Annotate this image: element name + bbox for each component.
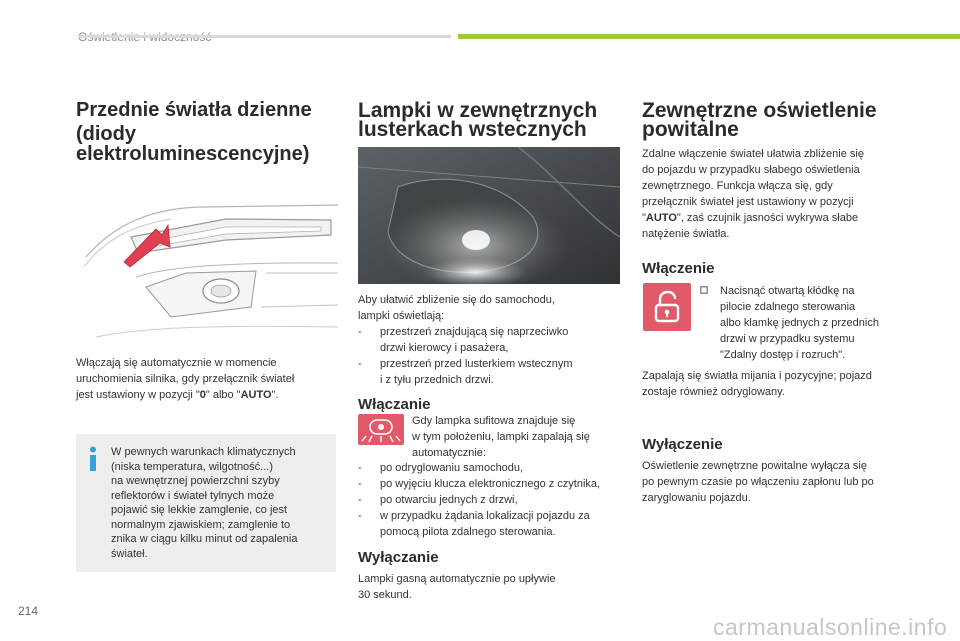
info-note-box	[76, 434, 336, 572]
watermark: carmanualsonline.info	[713, 614, 948, 640]
mirror-lamps-intro: Aby ułatwić zbliżenie się do samochodu, lampki oświetlają: - przestrzeń znajdującą się naprzeciwko drzwi kierowcy i pasażera, - przestrzeń przed lusterkiem wstecznym i z tyłu przednich drzwi.	[358, 292, 620, 388]
list-item: - przestrzeń przed lusterkiem wstecznym i z tyłu przednich drzwi.	[358, 356, 620, 388]
switching-on-conditions	[358, 460, 620, 540]
bullet-marker-icon	[700, 286, 708, 294]
heading-switching-off: Wyłączanie	[358, 549, 439, 566]
courtesy-lamp-icon	[358, 414, 404, 445]
heading-welcome-lighting-line1: Zewnętrzne oświetlenie	[642, 99, 877, 122]
list-item: - przestrzeń znajdującą się naprzeciwko drzwi kierowcy i pasażera,	[358, 324, 620, 356]
front-headlight-illustration	[76, 167, 338, 347]
heading-mirror-lamps-line2: lusterkach wstecznych	[358, 118, 587, 141]
heading-switching-on: Włączanie	[358, 396, 431, 413]
switching-off-text: Lampki gasną automatycznie po upływie 30 sekund.	[358, 573, 556, 601]
heading-welcome-off: Wyłączenie	[642, 436, 723, 453]
list-item: - po wyjęciu klucza elektronicznego z czytnika,	[358, 476, 620, 492]
heading-welcome-on: Włączenie	[642, 260, 715, 277]
header-divider	[78, 35, 451, 38]
list-item: - w przypadku żądania lokalizacji pojazdu za pomocą pilota zdalnego sterowania.	[358, 508, 620, 540]
heading-led-line1: (diody	[76, 123, 136, 145]
mirror-lamps-areas-list	[358, 324, 620, 388]
unlock-padlock-icon	[643, 283, 691, 331]
page-number: 214	[18, 604, 39, 618]
list-item: - po odryglowaniu samochodu,	[358, 460, 620, 476]
welcome-on-instructions: Nacisnąć otwartą kłódkę na pilocie zdalnego sterowania albo klamkę jednych z przednich drzwi w przypadku systemu "Zdalny dostęp i rozruch".	[720, 285, 879, 361]
heading-daytime-lights: Przednie światła dzienne	[76, 99, 312, 121]
heading-led-line2: elektroluminescencyjne)	[76, 143, 310, 165]
welcome-lighting-intro: Zdalne włączenie świateł ułatwia zbliżenie się do pojazdu w przypadku słabego oświetlenia zewnętrznego. Funkcja włącza się, gdy przełącznik świateł jest ustawiony w pozycji "AUTO", zaś czujnik jasności wykrywa słabe natężenie światła.	[642, 148, 864, 240]
mirror-lamp-photo	[358, 147, 620, 284]
daytime-lights-description: Włączają się automatycznie w momencie uruchomienia silnika, gdy przełącznik świateł jest ustawiony w pozycji "0" albo "AUTO".	[76, 357, 295, 401]
heading-mirror-lamps-line1: Lampki w zewnętrznych	[358, 99, 598, 122]
list-item: - po otwarciu jednych z drzwi,	[358, 492, 620, 508]
welcome-on-result: Zapalają się światła mijania i pozycyjne; pojazd zostaje również odryglowany.	[642, 370, 872, 398]
header-accent-bar	[458, 34, 960, 39]
welcome-off-text: Oświetlenie zewnętrzne powitalne wyłącza się po pewnym czasie po włączeniu zapłonu lub po zaryglowaniu pojazdu.	[642, 460, 874, 504]
info-note-text: W pewnych warunkach klimatycznych (niska temperatura, wilgotność...) na wewnętrznej powierzchni szyby reflektorów i świateł tylnych może pojawić się lekkie zamglenie, co jest normalnym zjawiskiem; zamglenie to znika w ciągu kilku minut od zapalenia świateł.	[111, 446, 298, 560]
heading-welcome-lighting-line2: powitalne	[642, 118, 739, 141]
switching-on-text: Gdy lampka sufitowa znajduje się w tym położeniu, lampki zapalają się automatycznie:	[412, 415, 590, 459]
info-icon	[87, 446, 99, 472]
